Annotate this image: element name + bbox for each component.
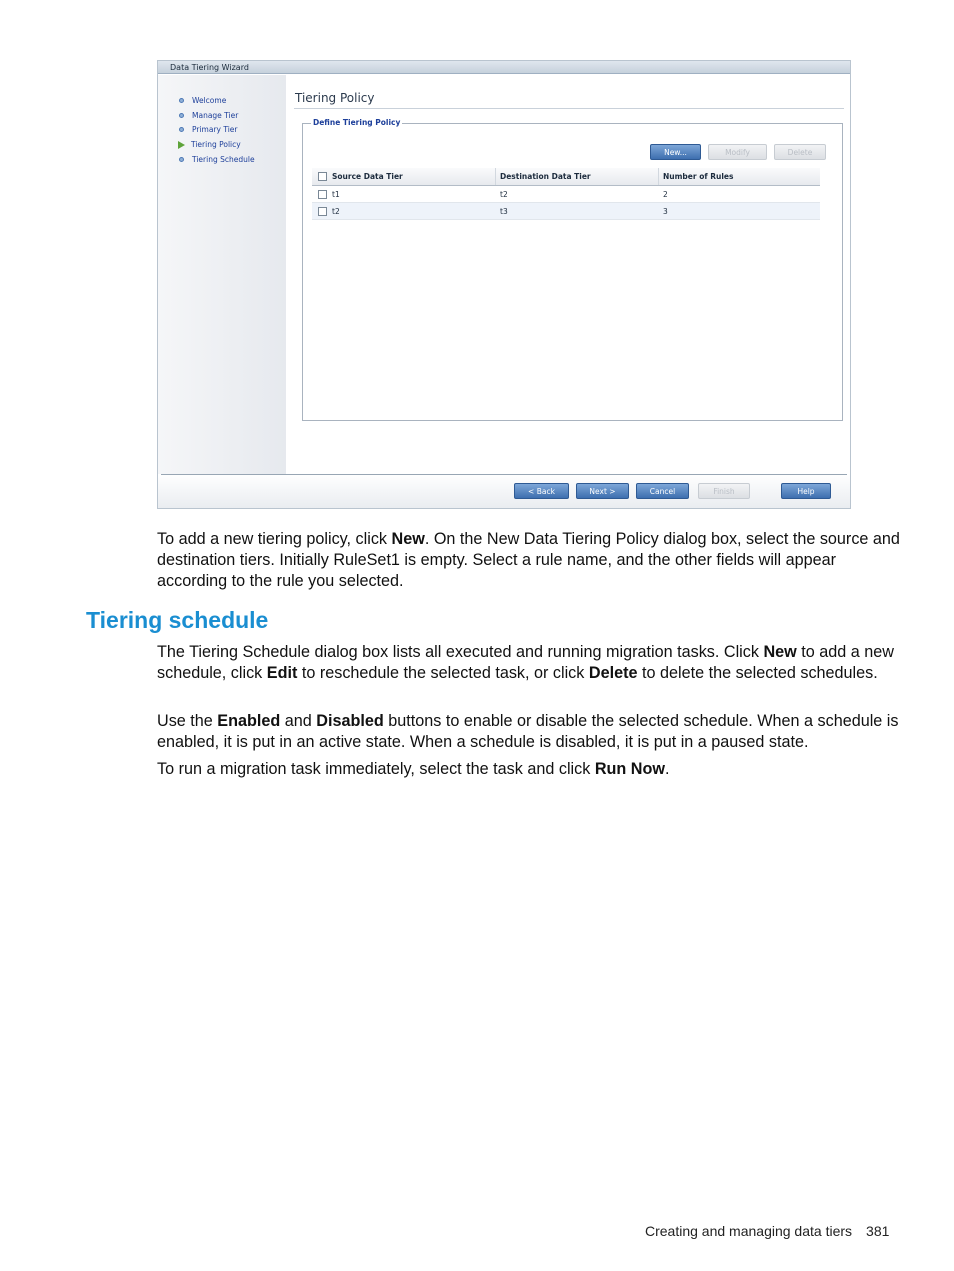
step-label: Tiering Schedule <box>192 155 255 165</box>
chapter-title: Creating and managing data tiers <box>645 1223 853 1239</box>
table-row[interactable] <box>312 186 820 203</box>
step-bullet-icon <box>179 113 184 118</box>
step-label: Welcome <box>192 95 227 105</box>
row-checkbox[interactable] <box>318 190 327 199</box>
wizard-footer <box>158 474 850 509</box>
cell-rules: 2 <box>663 189 668 199</box>
cell-source: t1 <box>332 189 340 199</box>
step-manage-tier[interactable] <box>179 108 286 123</box>
page-number: 381 <box>866 1223 890 1239</box>
column-header-destination[interactable]: Destination Data Tier <box>496 168 659 185</box>
cancel-button[interactable]: Cancel <box>636 483 689 499</box>
cell-source: t2 <box>332 206 340 216</box>
step-bullet-icon <box>179 98 184 103</box>
next-button[interactable]: Next > <box>576 483 629 499</box>
footer-divider <box>161 474 847 475</box>
paragraph-enable-disable: Use the Enabled and Disabled buttons to enable or disable the selected schedule. When a schedule is enabled, it is put in an active state. When a schedule is disabled, it is put in a paused state. <box>157 712 899 751</box>
back-button[interactable]: < Back <box>514 483 569 499</box>
step-bullet-icon <box>179 157 184 162</box>
select-all-checkbox[interactable] <box>318 172 327 181</box>
table-row[interactable] <box>312 203 820 220</box>
step-label: Manage Tier <box>192 110 239 120</box>
paragraph-add-policy: To add a new tiering policy, click New. On the New Data Tiering Policy dialog box, select the source and destination tiers. Initially RuleSet1 is empty. Select a rule name, and the other fields will appear according to the rule you selected. <box>157 530 900 590</box>
cell-destination: t3 <box>500 206 508 216</box>
paragraph-schedule-dialog: The Tiering Schedule dialog box lists all executed and running migration tasks. Click New to add a new schedule, click Edit to reschedule the selected task, or click Delete to delete the selected schedules. <box>157 643 894 682</box>
step-tiering-policy[interactable] <box>179 137 286 152</box>
step-primary-tier[interactable] <box>179 123 286 138</box>
heading-divider <box>294 108 844 109</box>
finish-button[interactable]: Finish <box>698 483 750 499</box>
tiering-policy-table <box>312 168 820 220</box>
step-label: Tiering Policy <box>191 140 241 150</box>
define-tiering-policy-group <box>302 118 843 421</box>
cell-destination: t2 <box>500 189 508 199</box>
step-label: Primary Tier <box>192 125 238 135</box>
delete-button[interactable]: Delete <box>774 144 826 160</box>
wizard-content <box>286 75 851 474</box>
step-tiering-schedule[interactable] <box>179 152 286 167</box>
help-button[interactable]: Help <box>781 483 831 499</box>
step-bullet-icon <box>179 127 184 132</box>
current-step-arrow-icon <box>178 141 185 149</box>
page-footer <box>645 1223 889 1239</box>
modify-button[interactable]: Modify <box>708 144 767 160</box>
table-header <box>312 168 820 186</box>
group-label: Define Tiering Policy <box>313 118 401 127</box>
window-title: Data Tiering Wizard <box>158 61 850 74</box>
column-header-rules[interactable]: Number of Rules <box>663 172 734 181</box>
row-checkbox[interactable] <box>318 207 327 216</box>
paragraph-run-now: To run a migration task immediately, select the task and click Run Now. <box>157 760 670 778</box>
cell-rules: 3 <box>663 206 668 216</box>
section-title: Tiering schedule <box>86 607 269 633</box>
wizard-steps-sidebar <box>158 75 286 474</box>
data-tiering-wizard-window <box>157 60 851 509</box>
step-welcome[interactable] <box>179 93 286 108</box>
page-heading: Tiering Policy <box>295 91 375 105</box>
new-button[interactable]: New... <box>650 144 701 160</box>
column-header-source[interactable]: Source Data Tier <box>332 168 496 185</box>
